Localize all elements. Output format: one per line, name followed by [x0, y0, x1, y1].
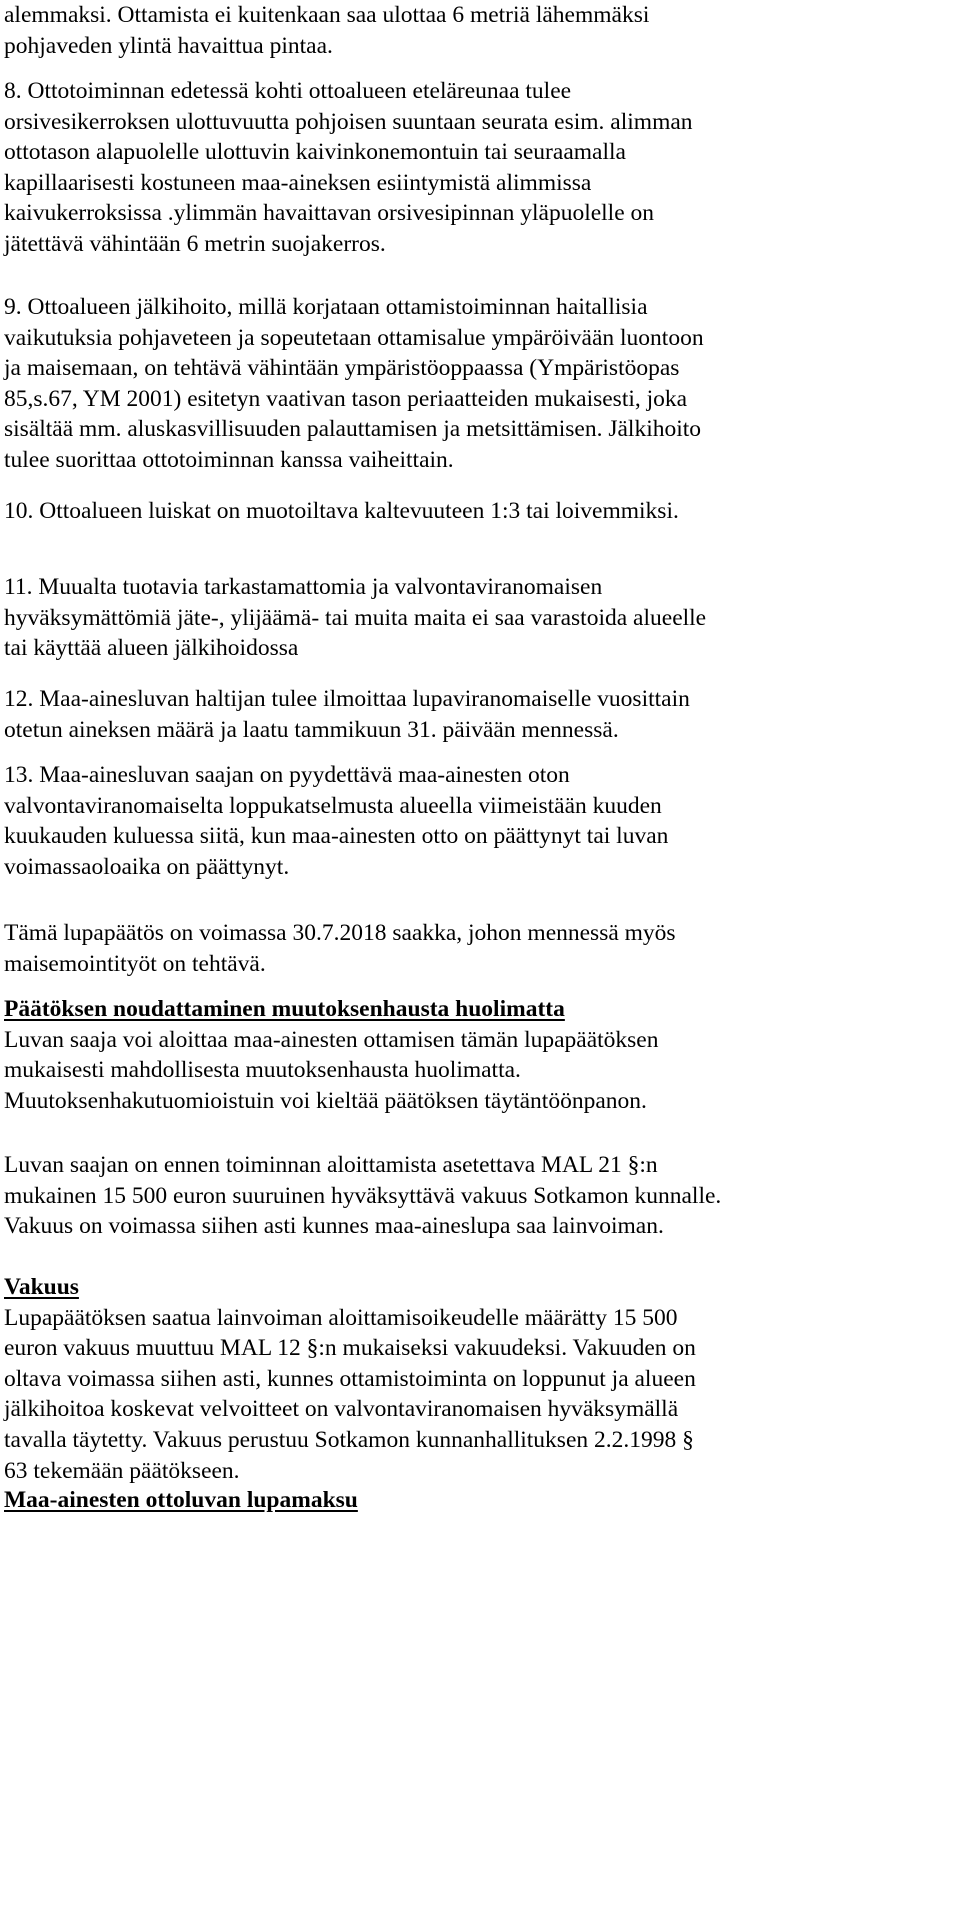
text-line-compliance: Luvan saaja voi aloittaa maa-ainesten ottamisen tämän lupapäätöksen	[4, 1026, 659, 1053]
text-line-item-9: 9. Ottoalueen jälkihoito, millä korjataan ottamistoiminnan haitallisia	[4, 294, 648, 320]
section-heading-fee: Maa-ainesten ottoluvan lupamaksu	[4, 1487, 358, 1513]
text-line-validity: Tämä lupapäätös on voimassa 30.7.2018 saakka, johon mennessä myös	[4, 920, 676, 946]
text-line-item-9: ja maisemaan, on tehtävä vähintään ympäristöoppaassa (Ympäristöopas	[4, 355, 680, 382]
text-line-item-12: 12. Maa-ainesluvan haltijan tulee ilmoittaa lupaviranomaiselle vuosittain	[4, 686, 690, 712]
text-line-collateral-requirement: Luvan saajan on ennen toiminnan aloittamista asetettava MAL 21 §:n	[4, 1152, 658, 1178]
text-line-item-11: 11. Muualta tuotavia tarkastamattomia ja valvontaviranomaisen	[4, 574, 603, 600]
text-line-collateral-requirement: mukainen 15 500 euron suuruinen hyväksyttävä vakuus Sotkamon kunnalle.	[4, 1182, 722, 1209]
text-line-intro: alemmaksi. Ottamista ei kuitenkaan saa ulottaa 6 metriä lähemmäksi	[4, 2, 650, 28]
text-line-item-9: sisältää mm. aluskasvillisuuden palauttamisen ja metsittämisen. Jälkihoito	[4, 416, 702, 443]
text-line-validity: maisemointityöt on tehtävä.	[4, 950, 266, 977]
text-line-collateral-requirement: Vakuus on voimassa siihen asti kunnes maa-aineslupa saa lainvoiman.	[4, 1213, 664, 1240]
text-line-vakuus: 63 tekemään päätökseen.	[4, 1457, 240, 1484]
text-line-item-11: hyväksymättömiä jäte-, ylijäämä- tai muita maita ei saa varastoida alueelle	[4, 604, 707, 631]
text-line-item-13: 13. Maa-ainesluvan saajan on pyydettävä maa-ainesten oton	[4, 762, 570, 788]
text-line-item-8: jätettävä vähintään 6 metrin suojakerros.	[4, 231, 386, 257]
text-line-item-9: vaikutuksia pohjaveteen ja sopeutetaan ottamisalue ympäröivään luontoon	[4, 324, 704, 351]
text-line-item-11: tai käyttää alueen jälkihoidossa	[4, 635, 299, 662]
text-line-vakuus: oltava voimassa siihen asti, kunnes ottamistoiminta on loppunut ja alueen	[4, 1365, 696, 1392]
text-line-item-8: ottotason alapuolelle ulottuvin kaivinkonemontuin tai seuraamalla	[4, 139, 626, 166]
text-line-item-12: otetun aineksen määrä ja laatu tammikuun 31. päivään mennessä.	[4, 716, 619, 743]
text-line-vakuus: jälkihoitoa koskevat velvoitteet on valvontaviranomaisen hyväksymällä	[4, 1396, 679, 1423]
section-heading-vakuus: Vakuus	[4, 1274, 79, 1300]
text-line-vakuus: tavalla täytetty. Vakuus perustuu Sotkamon kunnanhallituksen 2.2.1998 §	[4, 1427, 694, 1453]
text-line-item-13: kuukauden kuluessa siitä, kun maa-ainesten otto on päättynyt tai luvan	[4, 823, 669, 850]
text-line-item-8: 8. Ottotoiminnan edetessä kohti ottoalueen eteläreunaa tulee	[4, 78, 572, 104]
text-line-intro: pohjaveden ylintä havaittua pintaa.	[4, 32, 333, 59]
text-line-item-9: tulee suorittaa ottotoiminnan kanssa vaiheittain.	[4, 447, 454, 473]
text-line-item-8: orsivesikerroksen ulottuvuutta pohjoisen suuntaan seurata esim. alimman	[4, 108, 693, 135]
text-line-vakuus: Lupapäätöksen saatua lainvoiman aloittamisoikeudelle määrätty 15 500	[4, 1304, 678, 1331]
text-line-item-9: 85,s.67, YM 2001) esitetyn vaativan tason periaatteiden mukaisesti, joka	[4, 385, 688, 412]
text-line-compliance: Muutoksenhakutuomioistuin voi kieltää päätöksen täytäntöönpanon.	[4, 1087, 647, 1114]
text-line-item-8: kapillaarisesti kostuneen maa-aineksen esiintymistä alimmissa	[4, 169, 592, 196]
text-line-item-10: 10. Ottoalueen luiskat on muotoiltava kaltevuuteen 1:3 tai loivemmiksi.	[4, 498, 679, 524]
text-line-vakuus: euron vakuus muuttuu MAL 12 §:n mukaiseksi vakuudeksi. Vakuuden on	[4, 1335, 696, 1362]
text-line-compliance: mukaisesti mahdollisesta muutoksenhausta huolimatta.	[4, 1057, 521, 1084]
text-line-item-13: voimassaoloaika on päättynyt.	[4, 853, 290, 880]
text-line-item-8: kaivukerroksissa .ylimmän havaittavan orsivesipinnan yläpuolelle on	[4, 200, 655, 227]
section-heading-compliance: Päätöksen noudattaminen muutoksenhausta huolimatta	[4, 996, 565, 1022]
text-line-item-13: valvontaviranomaiselta loppukatselmusta alueella viimeistään kuuden	[4, 792, 662, 819]
